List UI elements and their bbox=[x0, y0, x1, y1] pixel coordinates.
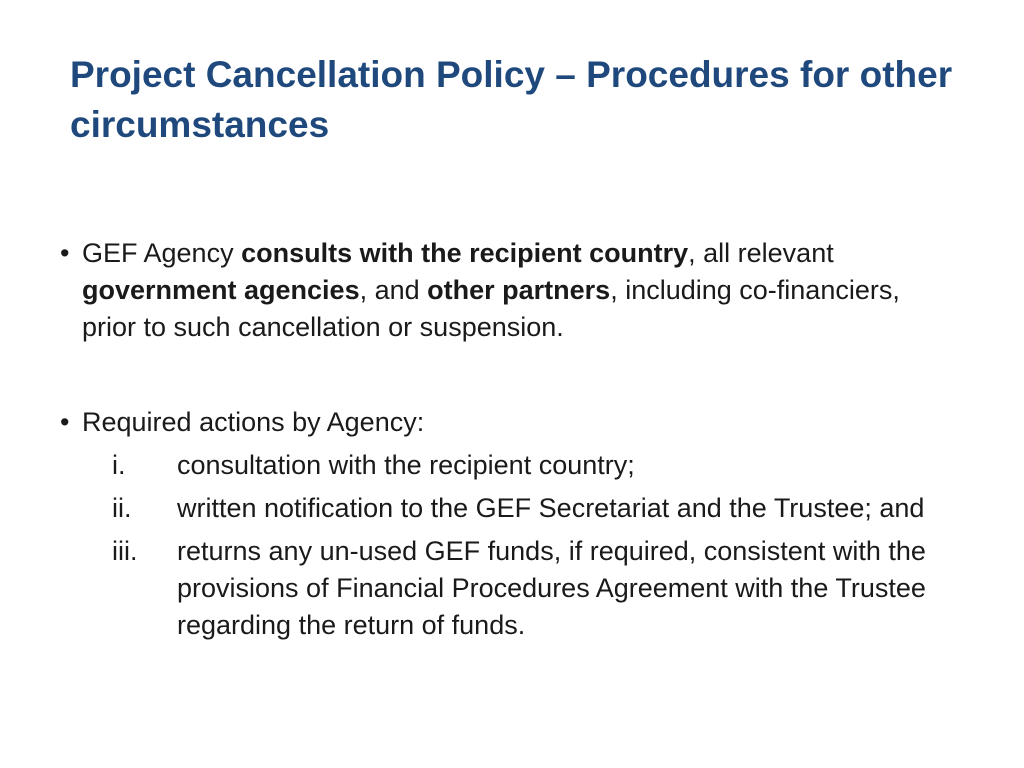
bold-segment: government agencies bbox=[82, 275, 360, 305]
text-segment: , and bbox=[359, 275, 428, 305]
list-item-number: ii. bbox=[112, 493, 132, 523]
list-item-number: i. bbox=[112, 450, 126, 480]
list-item-text: returns any un-used GEF funds, if required, consistent with the provisions of Financial Procedures Agreement with the Trustee regarding the return of funds. bbox=[177, 536, 926, 640]
slide-title: Project Cancellation Policy – Procedures for other circumstances bbox=[70, 54, 953, 145]
text-segment: , including co-financiers, prior to such cancellation or suspension. bbox=[82, 275, 900, 342]
bullet-marker: • bbox=[60, 407, 70, 437]
text-segment: , all relevant bbox=[688, 238, 834, 268]
action-list bbox=[60, 447, 950, 644]
bullet-required-actions bbox=[60, 404, 950, 441]
bullet-consultation bbox=[60, 235, 950, 346]
text-segment: GEF Agency bbox=[82, 238, 242, 268]
bullet-marker: • bbox=[60, 238, 70, 268]
bullet-text: Required actions by Agency: bbox=[82, 407, 425, 437]
list-item bbox=[60, 490, 950, 527]
slide-content bbox=[60, 235, 950, 650]
bold-segment: consults with the recipient country bbox=[241, 238, 689, 268]
bullet-text bbox=[82, 238, 900, 342]
list-item bbox=[60, 533, 950, 644]
list-item-text: written notification to the GEF Secretariat and the Trustee; and bbox=[177, 493, 925, 523]
list-item-text: consultation with the recipient country; bbox=[177, 450, 635, 480]
bold-segment: other partners bbox=[427, 275, 611, 305]
list-item-number: iii. bbox=[112, 536, 138, 566]
list-item bbox=[60, 447, 950, 484]
